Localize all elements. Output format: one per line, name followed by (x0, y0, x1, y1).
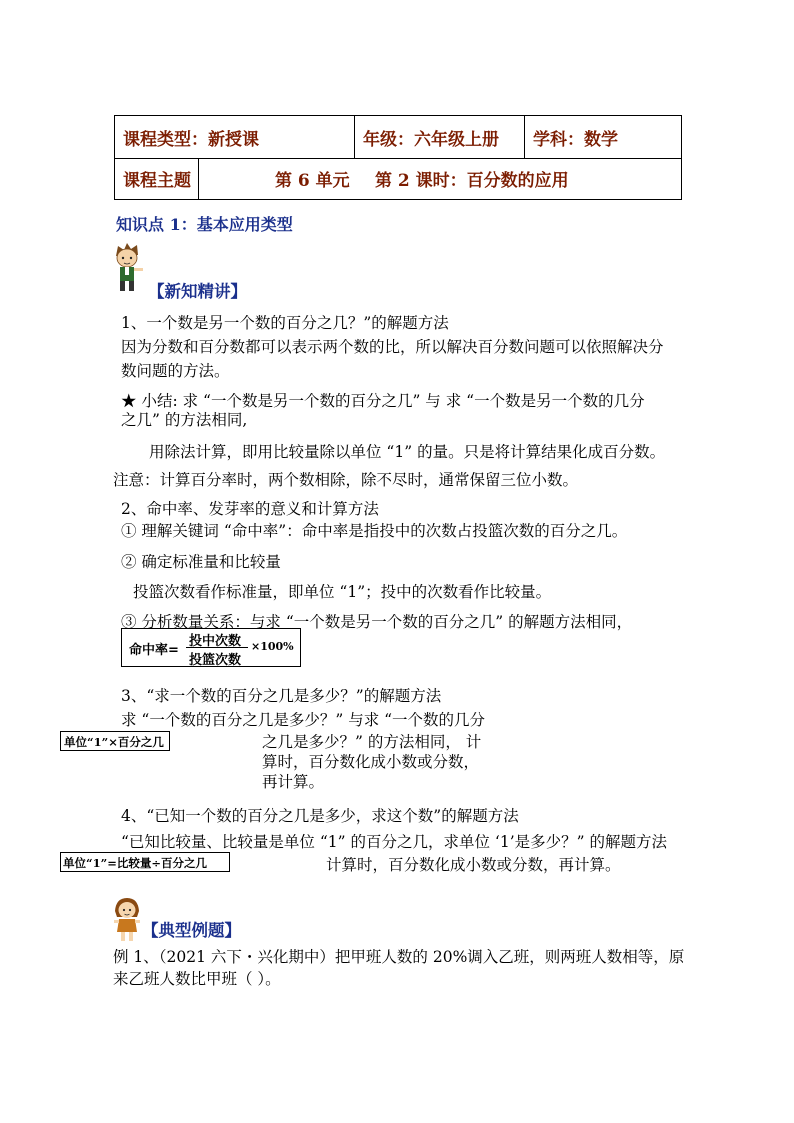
item3-line3: 算时，百分数化成小数或分数， (262, 753, 480, 771)
fraction-bar (186, 647, 248, 648)
item3-formula-box (60, 731, 170, 751)
formula-numerator: 投中次数 (189, 634, 242, 649)
item2-step2: ② 确定标准量和比较量 (121, 553, 281, 571)
example1-line1: 例 1、（2021 六下・兴化期中）把甲班人数的 20%调入乙班，则两班人数相等，原 (113, 948, 685, 966)
example1-line2: 来乙班人数比甲班（ ）。 (113, 970, 281, 988)
course-type-cell: 课程类型：新授课 (123, 129, 259, 150)
item4-formula: 单位“1”=比较量÷百分之几 (63, 856, 208, 870)
item1-line1: 因为分数和百分数都可以表示两个数的比，所以解决百分数问题可以依照解决分 (121, 338, 664, 356)
girl-mascot-icon (110, 895, 144, 943)
formula-denominator: 投篮次数 (189, 653, 242, 668)
header-table (114, 115, 682, 200)
item1-note: 注意：计算百分率时，两个数相除，除不尽时，通常保留三位小数。 (113, 471, 579, 489)
item3-title: 3、“求一个数的百分之几是多少？”的解题方法 (121, 687, 442, 705)
item4-title: 4、“已知一个数的百分之几是多少，求这个数”的解题方法 (121, 807, 519, 825)
item2-step3: ③ 分析数量关系：与求 “一个数是另一个数的百分之几” 的解题方法相同， (121, 613, 633, 631)
item1-line2: 数问题的方法。 (121, 362, 230, 380)
item1-summary-line2: 之几” 的方法相同, (121, 411, 248, 429)
item3-line1: 求 “一个数的百分之几是多少？” 与求 “一个数的几分 (121, 711, 486, 729)
lesson-cell: 第 2 课时：百分数的应用 (375, 171, 569, 191)
item1-summary-line1: ★ 小结: 求 “一个数是另一个数的百分之几” 与 求 “一个数是另一个数的几分 (121, 392, 645, 410)
item2-step1: ① 理解关键词 “命中率”：命中率是指投中的次数占投篮次数的百分之几。 (121, 522, 628, 540)
item3-line2: 之几是多少？” 的方法相同， 计 (262, 733, 482, 751)
item3-line4: 再计算。 (262, 773, 325, 791)
boy-mascot-icon (108, 242, 146, 294)
section-new-heading: 【新知精讲】 (148, 282, 247, 301)
item4-line2: 计算时，百分数化成小数或分数，再计算。 (326, 856, 621, 874)
item2-step2-text: 投篮次数看作标准量，即单位 “1”；投中的次数看作比较量。 (133, 583, 552, 601)
item1-title: 1、一个数是另一个数的百分之几？”的解题方法 (121, 314, 449, 332)
item2-title: 2、命中率、发芽率的意义和计算方法 (121, 500, 379, 518)
header-row-2 (115, 158, 681, 199)
knowledge-point-heading: 知识点 1：基本应用类型 (116, 215, 293, 234)
grade-cell: 年级：六年级上册 (363, 129, 499, 150)
formula-factor: ×100% (251, 640, 294, 653)
header-row-1 (115, 116, 681, 159)
star-icon: ★ (121, 392, 137, 410)
item4-formula-box (60, 852, 230, 872)
subject-cell: 学科：数学 (533, 129, 618, 150)
item4-line1: “已知比较量、比较量是单位 “1” 的百分之几，求单位 ‘1’是多少？” 的解题方法 (121, 833, 667, 851)
item1-method: 用除法计算，即用比较量除以单位 “1” 的量。只是将计算结果化成百分数。 (149, 443, 666, 461)
item3-formula: 单位“1”×百分之几 (64, 735, 164, 749)
hit-rate-formula-box (121, 628, 301, 667)
topic-label-cell: 课程主题 (123, 171, 191, 191)
divider (354, 116, 355, 158)
formula-lhs: 命中率= (129, 643, 179, 658)
unit-cell: 第 6 单元 (275, 171, 350, 191)
divider (524, 116, 525, 158)
divider (198, 158, 199, 199)
section-example-heading: 【典型例题】 (142, 921, 241, 940)
